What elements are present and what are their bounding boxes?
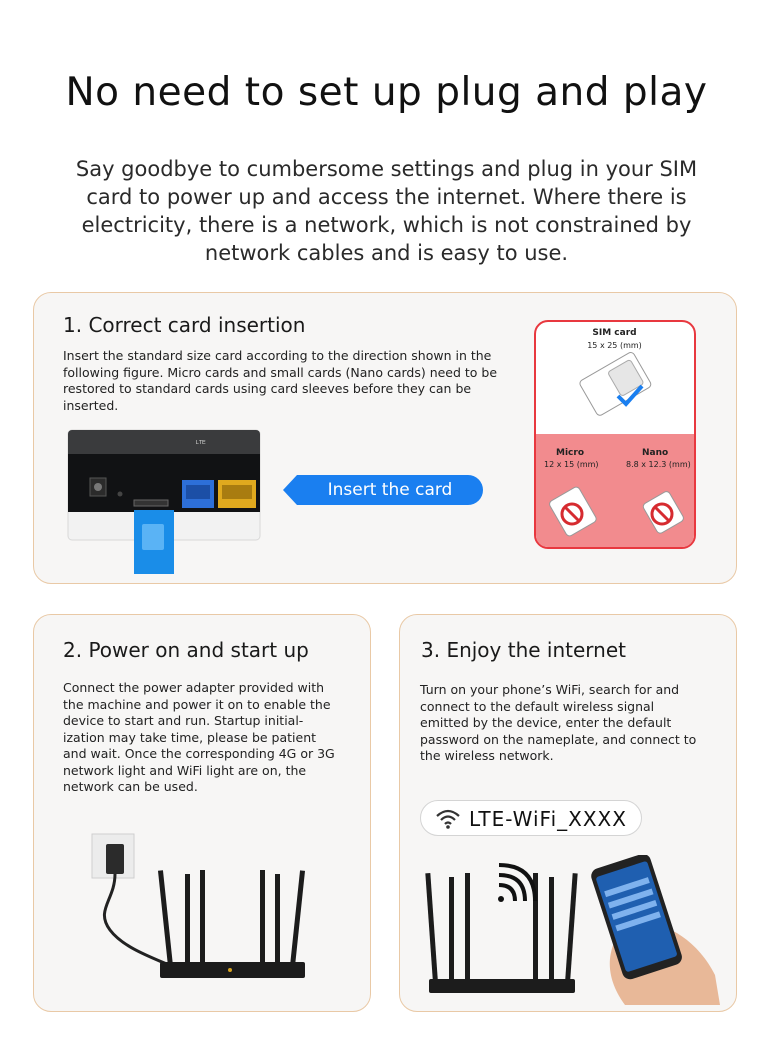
insert-card-callout: Insert the card	[297, 475, 483, 505]
ssid-badge	[420, 800, 642, 836]
step2-title: 2. Power on and start up	[63, 638, 309, 662]
router-with-adapter-illustration	[90, 830, 320, 985]
sim-card-size: 15 x 25 (mm)	[587, 341, 642, 350]
sim-card-correct-icon	[566, 352, 666, 422]
router-wifi-phone-illustration	[425, 855, 725, 1005]
step3-title: 3. Enjoy the internet	[421, 638, 626, 662]
sim-card-label: SIM card	[592, 328, 637, 338]
micro-prohibited-icon	[542, 482, 602, 542]
nano-prohibited-icon	[632, 482, 692, 542]
svg-text:ᴸᵀᴱ: ᴸᵀᴱ	[196, 439, 206, 448]
intro-paragraph: Say goodbye to cumbersome settings and plug in your SIM card to power up and access the internet. Where there is electricity, there is a network, which is not constrained by network cables and is easy to use.	[75, 157, 698, 265]
step3-text: Turn on your phone’s WiFi, search for and connect to the default wireless signal emitted by the device, enter the default password on the nameplate, and connect to the wireless network.	[420, 682, 697, 763]
nano-size: 8.8 x 12.3 (mm)	[626, 460, 691, 469]
ssid-text: LTE-WiFi_XXXX	[469, 807, 627, 831]
step1-text: Insert the standard size card according to the direction shown in the following figure. Micro cards and small cards (Nano cards) need to be restored to standard cards using card sleeves before they can be inserted.	[63, 348, 498, 413]
step1-title: 1. Correct card insertion	[63, 313, 306, 337]
page-title: No need to set up plug and play	[65, 70, 708, 115]
wifi-signal-icon	[499, 865, 535, 901]
nano-label: Nano	[642, 448, 669, 458]
micro-size: 12 x 15 (mm)	[544, 460, 599, 469]
step2-text: Connect the power adapter provided with the machine and power it on to enable the device to start and run. Startup initial-ization may take time, please be patient and wait. Once the corresponding 4G or 3G network light and WiFi light are on, the network can be used.	[63, 680, 335, 794]
wifi-icon	[435, 808, 461, 830]
router-front-illustration	[66, 428, 262, 578]
micro-label: Micro	[556, 448, 584, 458]
sim-size-panel	[534, 320, 696, 549]
